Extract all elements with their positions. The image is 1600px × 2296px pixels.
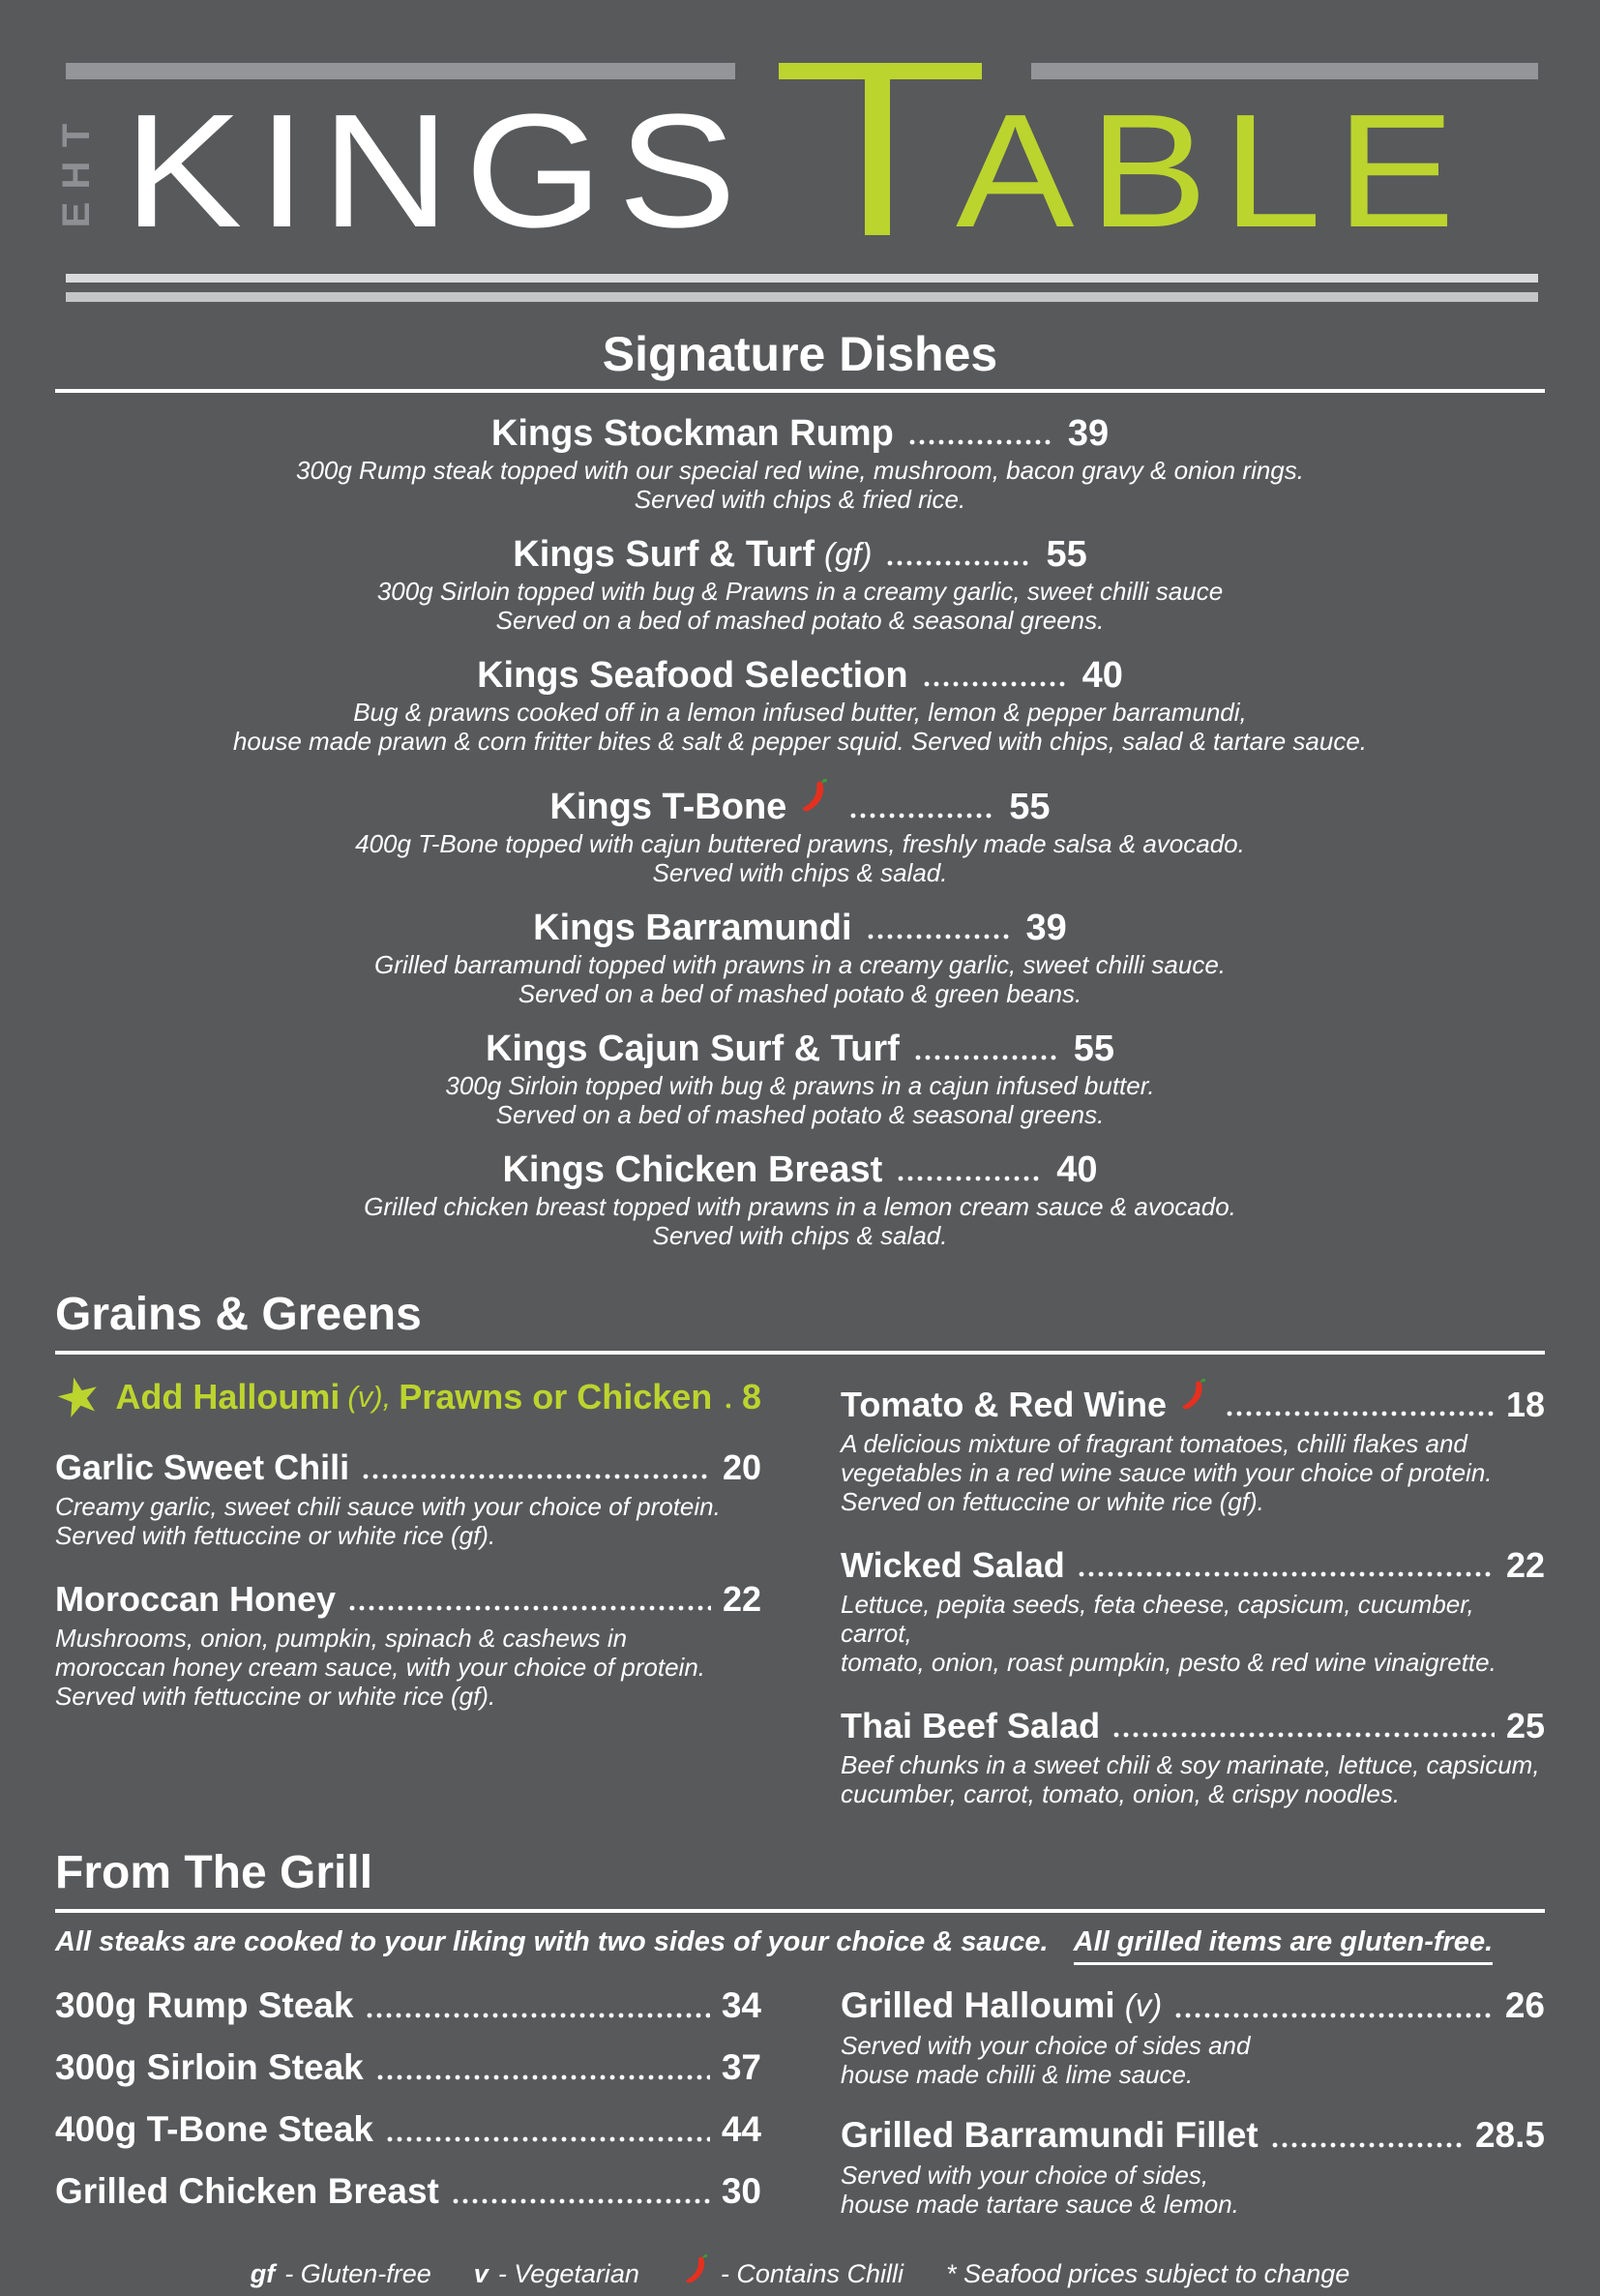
item-name-row <box>841 1984 1545 2027</box>
item-name-row <box>841 1376 1545 1425</box>
description-line: Grilled chicken breast topped with prawns in a lemon cream sauce & avocado. <box>364 1192 1236 1221</box>
description-line: Served with chips & fried rice. <box>634 485 966 514</box>
item-name: Grilled Halloumi <box>841 1985 1115 2025</box>
description-line: Served with fettuccine or white rice (gf). <box>55 1521 496 1550</box>
item-name: Grilled Chicken Breast <box>55 2171 439 2211</box>
item-name: Wicked Salad <box>841 1545 1065 1585</box>
item-price: 39 <box>1067 413 1110 454</box>
dotted-leader <box>375 2074 710 2080</box>
grill-note-text: All steaks are cooked to your liking with two sides of your choice & sauce. <box>55 1926 1049 1957</box>
star-icon: ★ <box>48 1363 108 1431</box>
item-name-row <box>55 413 1545 454</box>
grains-right-column <box>841 1355 1545 1808</box>
chili-icon <box>1178 1376 1209 1423</box>
item-description <box>841 2031 1545 2089</box>
item-name: 300g Sirloin Steak <box>55 2047 364 2087</box>
vegetarian-tag: (v) <box>1124 1987 1163 2023</box>
legend-contains-chilli <box>682 2251 904 2296</box>
logo-top-bar-left <box>66 63 735 79</box>
menu-item-kings-chicken-breast <box>55 1149 1545 1250</box>
logo-kings-text: KINGS <box>124 81 752 261</box>
menu-item-kings-cajun-surf-turf <box>55 1029 1545 1129</box>
description-line: cucumber, carrot, tomato, onion, & crispy noodles. <box>841 1779 1401 1808</box>
dotted-leader <box>1173 2013 1494 2018</box>
dotted-leader <box>1225 1411 1495 1416</box>
dotted-leader <box>866 934 1013 939</box>
item-price: 30 <box>721 2171 761 2211</box>
description-line: Bug & prawns cooked off in a lemon infused butter, lemon & pepper barramundi, <box>353 698 1247 727</box>
item-name-row <box>55 1984 761 2027</box>
dotted-leader <box>451 2198 710 2204</box>
logo-t-crossbar <box>779 63 982 79</box>
description-line: Lettuce, pepita seeds, feta cheese, capsicum, cucumber, carrot, <box>841 1590 1474 1648</box>
item-description <box>55 829 1545 887</box>
item-description <box>55 950 1545 1008</box>
vegetarian-tag: (v), <box>347 1380 392 1414</box>
legend-gluten-free <box>251 2257 431 2290</box>
description-line: Served with chips & salad. <box>652 858 948 887</box>
gluten-free-tag: (gf) <box>823 536 873 572</box>
menu-item-kings-stockman-rump <box>55 413 1545 514</box>
menu-item-t-bone-steak <box>55 2108 761 2151</box>
item-name: Garlic Sweet Chili <box>55 1447 350 1487</box>
dotted-leader <box>724 1403 730 1409</box>
dotted-leader <box>365 2013 709 2018</box>
signature-section-title: Signature Dishes <box>602 327 998 381</box>
item-name-row <box>841 1545 1545 1586</box>
dotted-leader <box>361 1474 711 1479</box>
legend-seafood-note <box>946 2257 1349 2290</box>
legend-vegetarian <box>474 2257 639 2290</box>
item-price: 18 <box>1505 1385 1545 1424</box>
item-price: 22 <box>722 1579 761 1619</box>
description-line: vegetables in a red wine sauce with your choice of protein. <box>841 1458 1493 1487</box>
item-price: 55 <box>1073 1029 1115 1069</box>
description-line: Beef chunks in a sweet chili & soy marinate, lettuce, capsicum, <box>841 1750 1540 1779</box>
description-line: Served on a bed of mashed potato & green beans. <box>518 979 1082 1008</box>
item-name-row <box>841 1706 1545 1746</box>
item-price: 55 <box>1009 787 1051 827</box>
item-name: Kings Chicken Breast <box>502 1149 883 1190</box>
description-line: Served on fettuccine or white rice (gf). <box>841 1487 1264 1516</box>
dotted-leader <box>848 813 995 819</box>
logo-able-text: ABLE <box>956 81 1470 261</box>
menu-item-moroccan-honey <box>55 1579 761 1711</box>
logo-top-bar-right <box>1031 63 1538 79</box>
item-name: Kings Stockman Rump <box>490 413 894 454</box>
from-the-grill-section-title: From The Grill <box>55 1847 373 1898</box>
item-price: 44 <box>721 2109 761 2149</box>
logo-divider-line-top <box>66 274 1538 283</box>
logo-the-vertical <box>46 116 106 234</box>
item-name: Grilled Barramundi Fillet <box>841 2115 1259 2155</box>
grill-left-column <box>55 1965 761 2213</box>
logo-divider-line-bottom <box>66 292 1538 302</box>
dotted-leader <box>907 439 1054 445</box>
legend-seafood-text: * Seafood prices subject to change <box>945 2259 1350 2288</box>
item-description <box>55 1624 761 1711</box>
item-name-row <box>55 908 1545 948</box>
legend-chili-text: - Contains Chilli <box>720 2259 904 2288</box>
menu-item-grilled-chicken-breast <box>55 2170 761 2213</box>
menu-item-thai-beef-salad <box>841 1706 1545 1808</box>
grill-right-column <box>841 1965 1545 2219</box>
logo-the-letter: E <box>55 201 98 228</box>
item-name-row <box>55 534 1545 575</box>
description-line: house made chilli & lime sauce. <box>841 2060 1194 2089</box>
menu-item-grilled-halloumi <box>841 1984 1545 2089</box>
addon-halloumi-prawns-chicken <box>48 1363 761 1431</box>
kings-table-logo <box>0 0 1600 312</box>
description-line: Served on a bed of mashed potato & seasonal greens. <box>495 606 1105 635</box>
item-name: Kings Seafood Selection <box>477 655 908 696</box>
item-name: Tomato & Red Wine <box>841 1385 1168 1424</box>
item-price: 22 <box>1505 1545 1545 1585</box>
item-name: Kings Cajun Surf & Turf <box>485 1029 900 1069</box>
legend-footer <box>55 2251 1545 2296</box>
item-name-row <box>55 1447 761 1488</box>
item-description <box>55 1192 1545 1250</box>
item-name: 300g Rump Steak <box>55 1985 354 2025</box>
item-name-row <box>55 2046 761 2089</box>
item-price: 39 <box>1025 908 1067 948</box>
description-line: Grilled barramundi topped with prawns in a creamy garlic, sweet chilli sauce. <box>373 950 1227 979</box>
item-price: 26 <box>1504 1985 1545 2025</box>
menu-item-rump-steak <box>55 1984 761 2027</box>
dotted-leader <box>896 1176 1043 1181</box>
description-line: house made prawn & corn fritter bites & salt & pepper squid. Served with chips, salad & tartare sauce. <box>232 727 1368 756</box>
item-price: 20 <box>722 1447 761 1487</box>
addon-label-bold: Prawns or Chicken <box>399 1377 713 1416</box>
item-description <box>55 456 1545 514</box>
menu-item-garlic-sweet-chili <box>55 1447 761 1550</box>
description-line: 400g T-Bone topped with cajun buttered prawns, freshly made salsa & avocado. <box>355 829 1245 858</box>
item-name-row <box>55 1579 761 1620</box>
description-line: Creamy garlic, sweet chili sauce with your choice of protein. <box>55 1492 721 1521</box>
logo-the-letter: T <box>55 123 98 148</box>
grill-note-gluten-free: All grilled items are gluten-free. <box>1074 1924 1494 1965</box>
menu-content <box>0 327 1600 2296</box>
item-name-row <box>55 776 1545 827</box>
item-price: 34 <box>721 1985 761 2025</box>
menu-item-wicked-salad <box>841 1545 1545 1677</box>
menu-item-kings-surf-turf <box>55 534 1545 635</box>
grains-greens-section-title: Grains & Greens <box>55 1289 422 1340</box>
item-name-row <box>55 1029 1545 1069</box>
legend-v-key: v <box>473 2259 489 2288</box>
dotted-leader <box>1111 1732 1495 1738</box>
item-description <box>55 1492 761 1550</box>
legend-gf-text: - Gluten-free <box>284 2259 431 2288</box>
item-name: Thai Beef Salad <box>841 1706 1101 1745</box>
dotted-leader <box>385 2136 710 2142</box>
description-line: 300g Sirloin topped with bug & prawns in a cajun infused butter. <box>445 1071 1155 1100</box>
grill-columns <box>55 1965 1545 2219</box>
item-name: Kings Surf & Turf <box>513 534 815 575</box>
signature-title-rule <box>55 389 1545 393</box>
legend-gf-key: gf <box>250 2259 276 2288</box>
item-description <box>55 1071 1545 1129</box>
item-description <box>841 1590 1545 1677</box>
item-description <box>841 1429 1545 1516</box>
item-name: Moroccan Honey <box>55 1579 337 1619</box>
from-the-grill-title-rule <box>55 1909 1545 1913</box>
item-name-row <box>55 2170 761 2213</box>
item-price: 55 <box>1046 534 1087 575</box>
grains-greens-columns <box>48 1355 1545 1808</box>
description-line: house made tartare sauce & lemon. <box>841 2190 1239 2219</box>
item-price: 37 <box>721 2047 761 2087</box>
dotted-leader <box>922 681 1069 687</box>
item-price: 28.5 <box>1474 2115 1545 2155</box>
menu-item-tomato-red-wine <box>841 1376 1545 1516</box>
dotted-leader <box>1270 2142 1464 2148</box>
menu-item-kings-barramundi <box>55 908 1545 1008</box>
logo-the-letter: H <box>55 161 98 190</box>
logo-t-stem <box>865 79 890 235</box>
description-line: Served with chips & salad. <box>652 1221 948 1250</box>
description-line: moroccan honey cream sauce, with your choice of protein. <box>55 1653 706 1682</box>
chili-icon <box>798 776 831 825</box>
item-price: 40 <box>1056 1149 1098 1190</box>
grill-note <box>55 1924 1545 1965</box>
menu-item-kings-seafood-selection <box>55 655 1545 756</box>
item-description <box>841 2161 1545 2219</box>
item-name: Kings T-Bone <box>549 787 787 827</box>
dotted-leader <box>885 560 1032 566</box>
legend-v-text: - Vegetarian <box>497 2259 639 2288</box>
description-line: Served with your choice of sides, <box>841 2161 1209 2190</box>
item-name: Kings Barramundi <box>533 908 852 948</box>
menu-item-sirloin-steak <box>55 2046 761 2089</box>
item-name-row <box>55 655 1545 696</box>
dotted-leader <box>1077 1571 1495 1577</box>
item-name-row <box>841 2114 1545 2157</box>
addon-price: 8 <box>741 1377 761 1416</box>
grains-left-column <box>48 1355 761 1711</box>
description-line: tomato, onion, roast pumpkin, pesto & red wine vinaigrette. <box>841 1648 1496 1677</box>
item-description <box>55 698 1545 756</box>
item-description <box>55 577 1545 635</box>
description-line: 300g Rump steak topped with our special red wine, mushroom, bacon gravy & onion rings. <box>295 456 1304 485</box>
item-price: 25 <box>1505 1706 1545 1745</box>
item-description <box>841 1750 1545 1808</box>
description-line: A delicious mixture of fragrant tomatoes, chilli flakes and <box>841 1429 1467 1458</box>
item-name: 400g T-Bone Steak <box>55 2109 374 2149</box>
description-line: Served with fettuccine or white rice (gf). <box>55 1682 496 1711</box>
item-name-row <box>55 1149 1545 1190</box>
item-name-row <box>55 2108 761 2151</box>
item-price: 40 <box>1081 655 1123 696</box>
dotted-leader <box>347 1605 711 1611</box>
dotted-leader <box>913 1055 1060 1060</box>
description-line: Mushrooms, onion, pumpkin, spinach & cashews in <box>55 1624 628 1653</box>
description-line: 300g Sirloin topped with bug & Prawns in a creamy garlic, sweet chilli sauce <box>376 577 1224 606</box>
description-line: Served on a bed of mashed potato & seasonal greens. <box>495 1100 1105 1129</box>
chili-icon <box>682 2251 711 2296</box>
menu-item-grilled-barramundi-fillet <box>841 2114 1545 2219</box>
description-line: Served with your choice of sides and <box>841 2031 1251 2060</box>
addon-label-bold: Add Halloumi <box>115 1377 341 1416</box>
menu-item-kings-t-bone <box>55 776 1545 887</box>
